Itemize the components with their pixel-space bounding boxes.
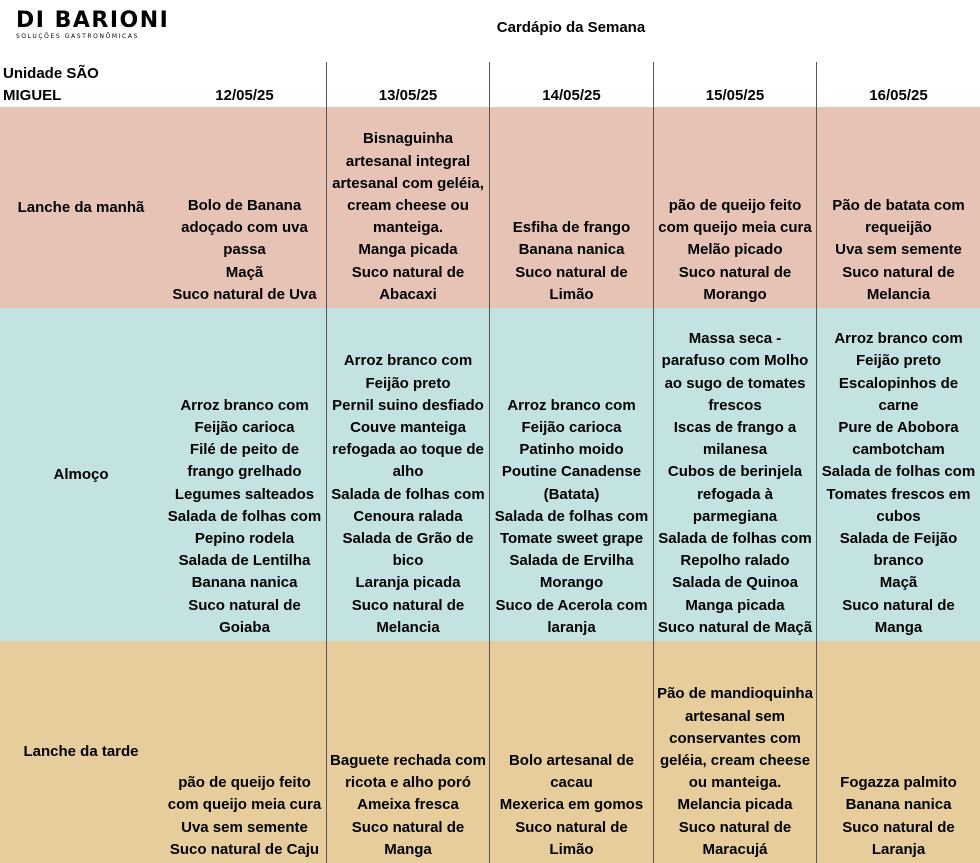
menu-item: Patinho moido <box>519 441 624 459</box>
menu-cell-lanche-tarde-day2 <box>330 641 486 863</box>
menu-cell-lanche-tarde-day3 <box>493 641 650 863</box>
menu-item: Bolo artesanal de cacau <box>508 751 635 792</box>
menu-item: Suco natural de Melancia <box>842 263 955 303</box>
menu-item: Cubos de berinjela refogada à parmegiana <box>667 463 803 525</box>
menu-item: Melancia picada <box>677 796 793 814</box>
menu-item: Suco natural de Melancia <box>351 596 465 636</box>
page-title: Cardápio da Semana <box>496 19 646 36</box>
menu-item: Pernil suino desfiado <box>332 396 484 414</box>
menu-cell-lanche-manha-day4 <box>657 107 813 308</box>
menu-item: Arroz branco com Feijão preto <box>834 330 963 370</box>
menu-item: Fogazza palmito <box>840 774 957 792</box>
menu-item: Salada de Ervilha <box>509 552 634 570</box>
menu-item: Ameixa fresca <box>357 796 459 814</box>
menu-item: Salada de folhas com Repolho ralado <box>658 529 812 570</box>
menu-cell-lanche-manha-day5 <box>820 107 977 308</box>
date-header: 14/05/25 <box>542 87 601 104</box>
menu-item: Salada de folhas com Pepino rodela <box>167 507 322 547</box>
menu-cell-lanche-manha-day1 <box>166 107 323 308</box>
menu-item: Suco natural de Manga <box>351 818 465 858</box>
menu-item: Legumes salteados <box>174 485 315 503</box>
menu-item: Suco natural de Laranja <box>842 818 955 858</box>
menu-item: Suco natural de Goiaba <box>188 596 301 636</box>
menu-item: Escalopinhos de carne <box>838 374 959 414</box>
menu-cell-almoco-day1 <box>166 308 323 641</box>
menu-item: Suco natural de Uva <box>172 285 317 303</box>
menu-item: Suco natural de Maracujá <box>678 818 792 858</box>
menu-item: Salada de folhas com Tomates frescos em cubos <box>821 463 976 525</box>
menu-item: Banana nanica <box>518 241 625 259</box>
menu-item: Suco natural de Limão <box>515 263 628 303</box>
menu-cell-almoco-day2 <box>330 308 486 641</box>
menu-item: Suco natural de Manga <box>842 596 955 636</box>
menu-cell-lanche-tarde-day1 <box>166 641 323 863</box>
menu-item: Manga picada <box>358 241 458 259</box>
logo-name: DI BARIONI <box>16 8 170 33</box>
menu-item: Uva sem semente <box>181 818 308 836</box>
menu-item: pão de queijo feito com queijo meia cura <box>167 774 322 814</box>
menu-item: Suco natural de Caju <box>169 840 320 858</box>
menu-item: Pão de mandioquinha artesanal sem conservantes com geléia, cream cheese ou manteiga. <box>657 685 813 792</box>
menu-item: Pure de Abobora cambotcham <box>838 418 959 459</box>
menu-item: Salada de Lentilha <box>178 552 311 570</box>
meal-label-lanche-manha: Lanche da manhã <box>17 198 145 216</box>
menu-item: Laranja picada <box>355 574 461 592</box>
menu-item: Salada de folhas com Tomate sweet grape <box>494 507 649 547</box>
menu-item: Esfiha de frango <box>512 219 631 237</box>
menu-cell-almoco-day5 <box>820 308 977 641</box>
menu-cell-lanche-tarde-day4 <box>657 641 813 863</box>
menu-item: Pão de batata com requeijão <box>832 196 965 237</box>
column-divider <box>326 62 327 863</box>
menu-item: Bolo de Banana adoçado com uva passa <box>181 196 308 259</box>
date-header: 15/05/25 <box>705 87 765 104</box>
menu-item: Mexerica em gomos <box>499 796 644 814</box>
menu-item: Suco natural de Maçã <box>657 618 813 636</box>
menu-cell-lanche-manha-day2 <box>330 107 486 308</box>
menu-cell-lanche-tarde-day5 <box>820 641 977 863</box>
menu-item: Suco de Acerola com laranja <box>495 596 648 636</box>
brand-logo <box>16 8 170 41</box>
menu-item: Morango <box>539 574 604 592</box>
menu-item: Suco natural de Abacaxi <box>351 263 465 303</box>
menu-item: Arroz branco com Feijão carioca <box>507 396 636 436</box>
menu-item: Salada de Quinoa <box>672 574 798 592</box>
menu-item: Massa seca - parafuso com Molho ao sugo de tomates frescos <box>661 330 809 414</box>
menu-item: Banana nanica <box>845 796 952 814</box>
menu-item: Salada de folhas com Cenoura ralada <box>331 485 485 525</box>
menu-item: pão de queijo feito com queijo meia cura <box>658 196 812 237</box>
menu-item: Suco natural de Limão <box>515 818 628 858</box>
menu-item: Melão picado <box>687 241 783 259</box>
menu-cell-almoco-day4 <box>657 308 813 641</box>
logo-tagline: SOLUÇÕES GASTRONÔMICAS <box>16 33 139 40</box>
menu-item: Salada de Grão de bico <box>342 529 474 570</box>
menu-item: Arroz branco com Feijão preto <box>343 352 473 392</box>
menu-item: Couve manteiga refogada ao toque de alho <box>332 418 484 481</box>
menu-item: Maçã <box>879 574 918 592</box>
menu-item: Arroz branco com Feijão carioca <box>180 396 309 436</box>
meal-label-almoco: Almoço <box>53 465 109 483</box>
column-divider <box>816 62 817 863</box>
menu-item: Iscas de frango a milanesa <box>673 418 797 459</box>
menu-item: Banana nanica <box>191 574 298 592</box>
menu-item: Salada de Feijão branco <box>839 529 958 570</box>
date-header: 12/05/25 <box>215 87 274 104</box>
menu-item: Poutine Canadense (Batata) <box>501 463 642 503</box>
meal-label-lanche-tarde: Lanche da tarde <box>23 743 139 760</box>
menu-item: Manga picada <box>685 596 785 614</box>
menu-item: Suco natural de Morango <box>678 263 792 303</box>
menu-item: Baguete rechada com ricota e alho poró <box>330 751 486 792</box>
menu-item: Filé de peito de frango grelhado <box>187 441 302 481</box>
menu-item: Maçã <box>225 263 264 281</box>
date-header: 13/05/25 <box>378 87 438 104</box>
menu-item: Uva sem semente <box>835 241 962 259</box>
column-divider <box>653 62 654 863</box>
menu-cell-lanche-manha-day3 <box>493 107 650 308</box>
column-divider <box>489 62 490 863</box>
menu-item: Bisnaguinha artesanal integral artesanal com geléia, cream cheese ou manteiga. <box>332 130 484 237</box>
menu-cell-almoco-day3 <box>493 308 650 641</box>
unit-label: Unidade SÃO MIGUEL <box>3 65 99 104</box>
date-header: 16/05/25 <box>869 87 928 104</box>
